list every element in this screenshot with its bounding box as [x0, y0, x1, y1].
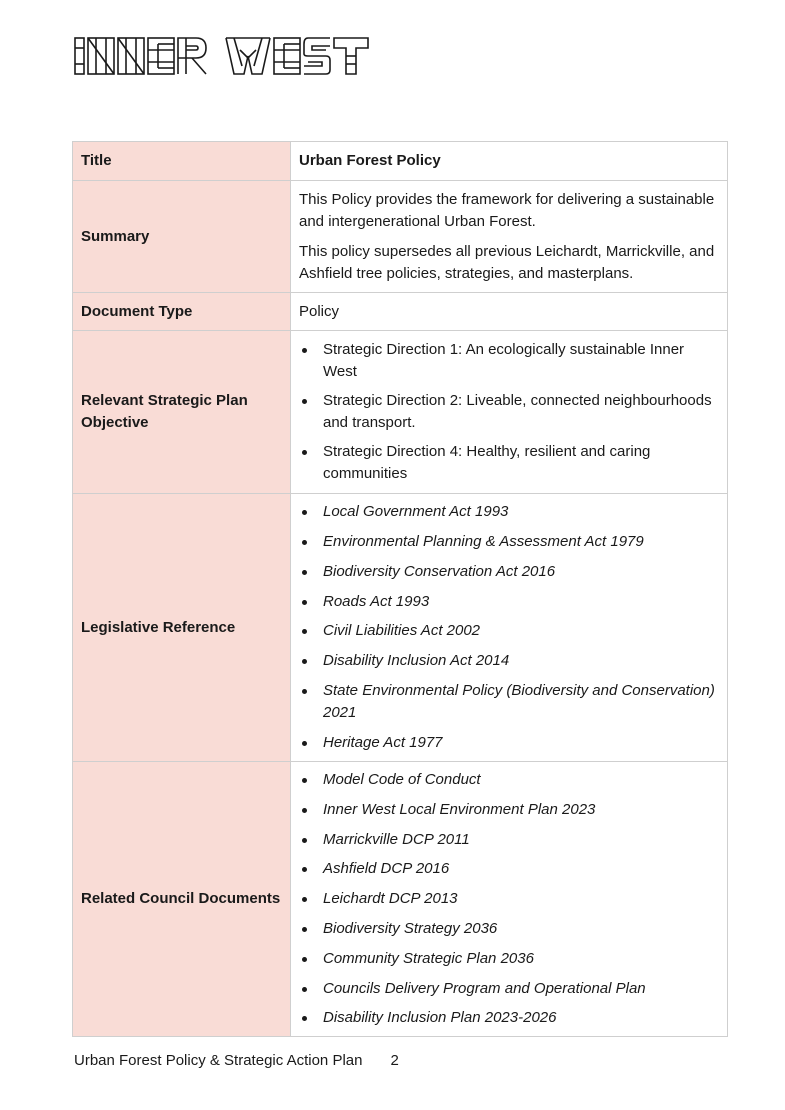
- summary-paragraph: This policy supersedes all previous Leichardt, Marrickville, and Ashfield tree policies, strategies, and masterplans.: [299, 242, 715, 282]
- list-item: Strategic Direction 4: Healthy, resilient and caring communities: [299, 441, 719, 485]
- related-documents-list: [299, 769, 719, 1029]
- row-strategic-objective: [73, 331, 728, 494]
- strategic-objective-value: [291, 331, 728, 494]
- policy-info-table: [72, 141, 728, 1037]
- row-related-documents: [73, 762, 728, 1037]
- list-item: Environmental Planning & Assessment Act 1979: [299, 531, 719, 553]
- strategic-objective-label: Relevant Strategic Plan Objective: [73, 331, 291, 494]
- legislative-reference-list: [299, 501, 719, 754]
- related-documents-label: Related Council Documents: [73, 762, 291, 1037]
- list-item: Civil Liabilities Act 2002: [299, 620, 719, 642]
- page-number: 2: [390, 1052, 399, 1069]
- related-documents-value: [291, 762, 728, 1037]
- summary-paragraph: This Policy provides the framework for delivering a sustainable and intergenerational Urban Forest.: [299, 190, 715, 230]
- inner-west-logo: [74, 36, 370, 76]
- strategic-objective-list: [299, 339, 719, 485]
- list-item: Councils Delivery Program and Operational Plan: [299, 978, 719, 1000]
- document-type-value: Policy: [291, 293, 728, 331]
- page-footer: [74, 1052, 399, 1069]
- list-item: Leichardt DCP 2013: [299, 888, 719, 910]
- list-item: Community Strategic Plan 2036: [299, 948, 719, 970]
- legislative-reference-value: [291, 494, 728, 762]
- list-item: Disability Inclusion Act 2014: [299, 650, 719, 672]
- list-item: Disability Inclusion Plan 2023-2026: [299, 1007, 719, 1029]
- list-item: Heritage Act 1977: [299, 732, 719, 754]
- list-item: Inner West Local Environment Plan 2023: [299, 799, 719, 821]
- summary-label: Summary: [73, 181, 291, 293]
- list-item: Roads Act 1993: [299, 591, 719, 613]
- row-legislative-reference: [73, 494, 728, 762]
- list-item: Strategic Direction 2: Liveable, connected neighbourhoods and transport.: [299, 390, 719, 434]
- title-value: Urban Forest Policy: [291, 142, 728, 181]
- list-item: Biodiversity Conservation Act 2016: [299, 561, 719, 583]
- summary-value: [291, 181, 728, 293]
- row-document-type: [73, 293, 728, 331]
- list-item: State Environmental Policy (Biodiversity and Conservation) 2021: [299, 680, 719, 724]
- row-summary: [73, 181, 728, 293]
- row-title: [73, 142, 728, 181]
- list-item: Biodiversity Strategy 2036: [299, 918, 719, 940]
- list-item: Local Government Act 1993: [299, 501, 719, 523]
- list-item: Marrickville DCP 2011: [299, 829, 719, 851]
- title-label: Title: [73, 142, 291, 181]
- list-item: Ashfield DCP 2016: [299, 858, 719, 880]
- list-item: Strategic Direction 1: An ecologically sustainable Inner West: [299, 339, 719, 383]
- document-type-label: Document Type: [73, 293, 291, 331]
- legislative-reference-label: Legislative Reference: [73, 494, 291, 762]
- footer-title: Urban Forest Policy & Strategic Action Plan: [74, 1052, 363, 1069]
- list-item: Model Code of Conduct: [299, 769, 719, 791]
